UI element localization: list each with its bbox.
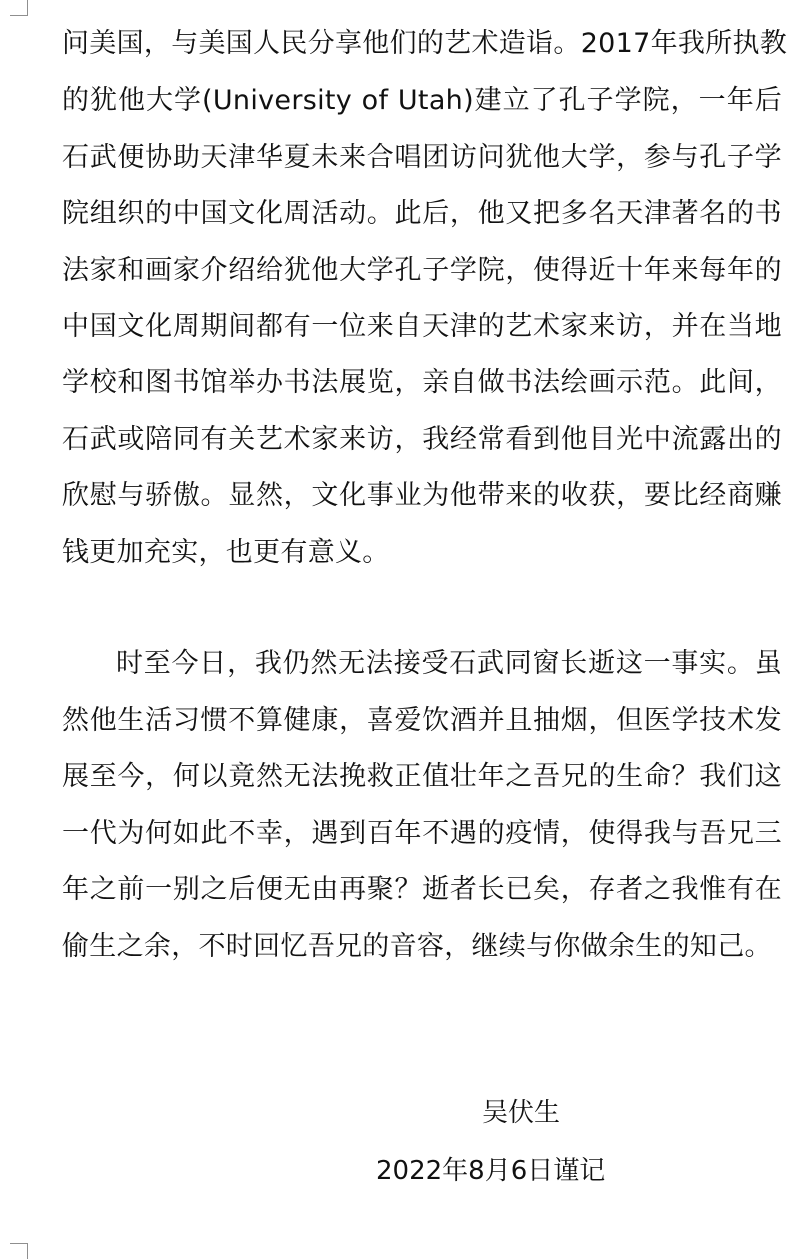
signature-date: 2022年8月6日谨记 (376, 1156, 606, 1186)
paragraph1-line-8: 石武或陪同有关艺术家来访，我经常看到他目光中流露出的 (62, 424, 782, 455)
paragraph1-line-7: 学校和图书馆举办书法展览，亲自做书法绘画示范。此间， (62, 367, 782, 398)
paragraph2-line-6: 偷生之余，不时回忆吾兄的音容，继续与你做余生的知己。 (62, 931, 772, 962)
paragraph2-line-5: 年之前一别之后便无由再聚？逝者长已矣，存者之我惟有在 (62, 874, 782, 905)
paragraph1-line-1: 问美国，与美国人民分享他们的艺术造诣。2017年我所执教 (62, 28, 788, 59)
signature-name: 吴伏生 (482, 1098, 561, 1128)
paragraph1-line-10: 钱更加充实，也更有意义。 (62, 537, 390, 568)
paragraph1-line-6: 中国文化周期间都有一位来自天津的艺术家来访，并在当地 (62, 311, 782, 342)
paragraph1-line-9: 欣慰与骄傲。显然，文化事业为他带来的收获，要比经商赚 (62, 480, 782, 511)
paragraph2-line-4: 一代为何如此不幸，遇到百年不遇的疫情，使得我与吾兄三 (62, 818, 782, 849)
paragraph1-line-5: 法家和画家介绍给犹他大学孔子学院，使得近十年来每年的 (62, 255, 782, 286)
paragraph1-line-2: 的犹他大学(University of Utah)建立了孔子学院，一年后 (62, 85, 782, 116)
paragraph1-line-4: 院组织的中国文化周活动。此后，他又把多名天津著名的书 (62, 198, 782, 229)
crop-mark-top (27, 0, 28, 16)
crop-mark-bottom-horizontal (10, 1243, 28, 1244)
paragraph2-line-2: 然他生活习惯不算健康，喜爱饮酒并且抽烟，但医学技术发 (62, 705, 782, 736)
paragraph2-line-1: 时至今日，我仍然无法接受石武同窗长逝这一事实。虽 (116, 648, 782, 679)
paragraph2-line-3: 展至今，何以竟然无法挽救正值壮年之吾兄的生命？我们这 (62, 761, 782, 792)
crop-mark-top-horizontal (10, 15, 28, 16)
paragraph1-line-3: 石武便协助天津华夏未来合唱团访问犹他大学，参与孔子学 (62, 142, 782, 173)
crop-mark-bottom (27, 1243, 28, 1259)
